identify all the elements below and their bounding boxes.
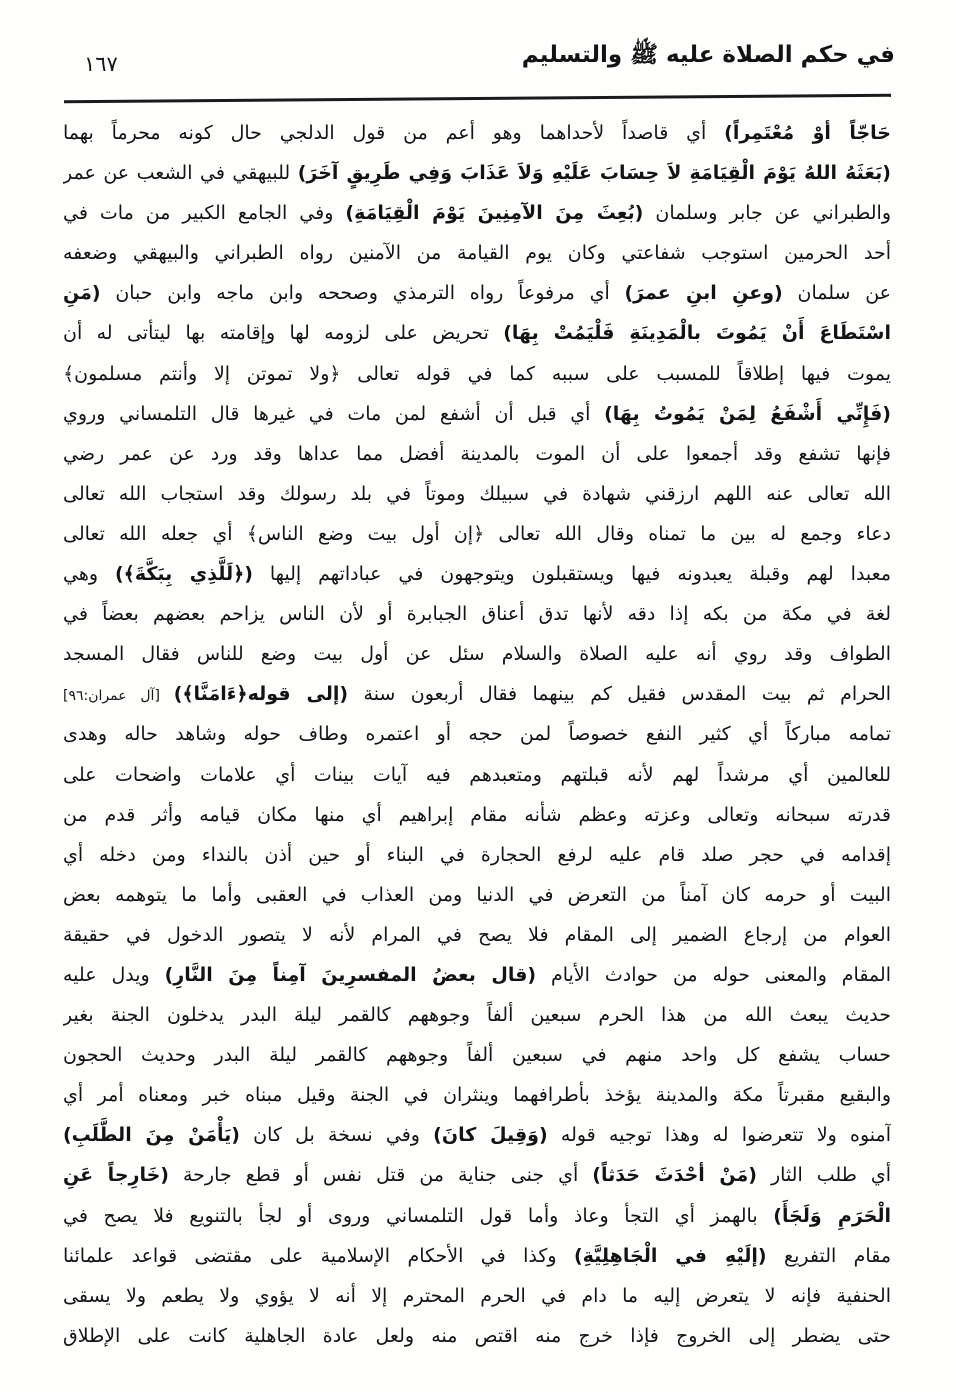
commentary-text: أي مرفوعاً رواه الترمذي وصححه وابن ماجه وابن حبان	[100, 282, 625, 305]
commentary-text: فإنها تشفع وقد أجمعوا على أن الموت بالمدينة أفضل مما عداها وقد ورد عن عمر رضي	[63, 442, 891, 465]
matn-bold-text: (فَإِنِّي أَشْفَعُ لِمَنْ يَمُوتُ بِهَا)	[604, 402, 891, 425]
text-line	[63, 554, 891, 594]
page-number: ١٦٧	[84, 52, 118, 76]
commentary-text: عن سلمان	[782, 282, 891, 305]
matn-bold-text: اسْتَطَاعَ أَنْ يَمُوتَ بالْمَدِينَةِ فَلْيَمُتْ بِهَا)	[503, 322, 891, 345]
commentary-text: مقام التفريع	[766, 1244, 891, 1267]
text-line	[63, 995, 891, 1035]
matn-bold-text: (مَنْ أحْدَثَ حَدَثاً)	[592, 1164, 757, 1187]
commentary-text: للبيهقي في الشعب عن عمر	[63, 162, 298, 185]
text-line	[63, 1035, 891, 1075]
commentary-text: أي قاصداً لأحداهما وهو أعم من قول الدلجي حال كونه محرماً بهما	[63, 122, 725, 144]
matn-bold-text: (يَأْمَنْ مِنَ الطَّلَبِ)	[63, 1124, 240, 1147]
text-line	[63, 394, 891, 434]
matn-bold-text: (إلى قوله﴿ءَامَنَّا﴾)	[173, 683, 349, 706]
text-line	[63, 835, 891, 875]
commentary-text: آمنوه ولا تتعرضوا له وهذا توجيه قوله	[547, 1124, 891, 1147]
commentary-text: حتى يضطر إلى الخروج فإذا خرج منه اقتص منه ولعل عادة الجاهلية كانت على الإطلاق	[63, 1324, 891, 1347]
commentary-text: الطواف وقد روي أنه عليه الصلاة والسلام سئل عن أول بيت وضع للناس فقال المسجد	[63, 643, 891, 666]
commentary-text: الحنفية فإنه لا يتعرض إليه ما دام في الحرم المحترم إلا أنه لا يؤوي ولا يطعم ولا يسقى	[63, 1284, 891, 1307]
text-line	[63, 594, 891, 634]
page-text	[63, 113, 891, 1356]
commentary-text: والبقيع مقبرتاً مكة والمدينة يؤخذ بأطرافهما وينثران في الجنة وقيل مبناه خبر ومعناه أمر أي	[63, 1084, 891, 1107]
matn-bold-text: (قال بعضُ المفسرِينَ آمِناً مِنَ النَّارِ)	[164, 963, 537, 986]
commentary-text: قدرته سبحانه وتعالى وعزته وعظم شأنه مقام إبراهيم أي منها مكان قيامه وأثر قدم من	[63, 803, 891, 826]
text-line	[63, 1196, 891, 1236]
matn-bold-text: (مَنِ	[63, 282, 101, 305]
text-line	[63, 434, 891, 474]
text-line	[63, 474, 891, 514]
commentary-text: إقدامه في حجر صلد قام عليه لرفع الحجارة في البناء أو حين أذن بالنداء ومن دخله أي	[63, 843, 891, 866]
verse-reference: [آل عمران:٩٦]	[63, 688, 174, 705]
text-line	[63, 875, 891, 915]
matn-bold-text: (بَعَثَهُ اللهُ يَوْمَ الْقِيَامَةِ لاَ حِسَابَ عَلَيْهِ وَلاَ عَذَابَ وَفِي طَرِيقٍ آخَرَ)	[297, 162, 891, 185]
text-line	[63, 1155, 891, 1195]
matn-bold-text: الْحَرَمِ وَلَجَأَ)	[773, 1204, 891, 1227]
commentary-text: وهي	[63, 563, 115, 586]
commentary-text: للعالمين أي مرشداً لهم لأنه قبلتهم ومتعبدهم فيه آيات بينات أي علامات واضحات على	[63, 763, 891, 786]
matn-bold-text: حَاجّاً أوْ مُعْتَمِراً)	[724, 122, 891, 144]
text-line	[63, 955, 891, 995]
commentary-text: الحرام ثم بيت المقدس فقيل كم بينهما فقال أربعون سنة	[348, 683, 891, 706]
commentary-text: حساب يشفع كل واحد منهم في سبعين ألفاً وجوههم كالقمر ليلة البدر وحديث الحجون	[63, 1044, 891, 1067]
matn-bold-text: (﴿لَلَّذِي بِبَكَّةَ﴾)	[115, 563, 253, 586]
commentary-text: أي طلب الثار	[756, 1164, 891, 1187]
commentary-text: ويدل عليه	[63, 963, 165, 986]
text-line	[63, 1276, 891, 1316]
text-line	[63, 193, 891, 233]
text-line	[63, 714, 891, 754]
text-line	[63, 795, 891, 835]
commentary-text: العوام من إرجاع الضمير إلى المقام فلا يصح في المرام لأنه لا يتصور الدخول في حقيقة	[63, 923, 891, 946]
commentary-text: أحد الحرمين استوجب شفاعتي وكان يوم القيامة من الآمنين رواه الطبراني والبيهقي وضعفه	[63, 242, 891, 265]
commentary-text: بالهمز أي التجأ وعاذ وأما قول التلمساني وروى أو لجأ بالتنويع فلا يصح في	[63, 1204, 774, 1227]
commentary-text: معبدا لهم وقبلة يعبدونه فيها ويستقبلون ويتوجهون في عباداتهم إليها	[252, 563, 891, 586]
commentary-text: وكذا في الأحكام الإسلامية على مقتضى قواعد علمائنا	[63, 1244, 574, 1267]
commentary-text: والطبراني عن جابر وسلمان	[643, 202, 891, 225]
text-line	[63, 915, 891, 955]
page-header	[58, 38, 895, 86]
commentary-text: أي قبل أن أشفع لمن مات في غيرها قال التلمساني وروي	[63, 402, 605, 425]
text-line	[63, 755, 891, 795]
commentary-text: المقام والمعنى حوله من حوادث الأيام	[536, 963, 891, 986]
text-line	[63, 1236, 891, 1276]
commentary-text: تحريض على لزومه لها وإقامته بها ليتأتى له أن	[63, 322, 504, 345]
commentary-text: دعاء وجمع له بين ما تمناه وقال الله تعالى ﴿إن أول بيت وضع الناس﴾ أي جعله الله تعالى	[63, 522, 891, 545]
chapter-title: في حكم الصلاة عليه ﷺ والتسليم	[521, 42, 895, 68]
text-line	[63, 153, 891, 193]
text-line	[63, 634, 891, 674]
matn-bold-text: (خَارِجاً عَنِ	[63, 1164, 169, 1187]
commentary-text: تمامه مباركاً أي كثير النفع خصوصاً لمن حجه أو اعتمره وطاف حوله وشاهد حاله وهدى	[63, 723, 891, 746]
matn-bold-text: (وَقِيلَ كانَ)	[433, 1124, 548, 1147]
text-line	[63, 514, 891, 554]
commentary-text: وفي الجامع الكبير من مات في	[63, 202, 346, 225]
commentary-text: الله تعالى عنه اللهم ارزقني شهادة في سبيلك وموتاً في بلد رسولك وقد استجاب الله تعالى	[63, 482, 891, 505]
commentary-text: يموت فيها إطلاقاً للمسبب على سببه كما في قوله تعالى ﴿ولا تموتن إلا وأنتم مسلمون﴾	[63, 362, 891, 385]
text-line	[63, 674, 891, 714]
text-line	[63, 113, 891, 153]
text-line	[63, 313, 891, 353]
matn-bold-text: (بُعِثَ مِنَ الآمِنِينَ يَوْمَ الْقِيَامَةِ)	[345, 202, 644, 225]
commentary-text: أي جنى جناية من قتل نفس أو قطع جارحة	[168, 1164, 593, 1187]
matn-bold-text: (وعنِ ابنِ عمرَ)	[624, 282, 783, 305]
commentary-text: وفي نسخة بل كان	[239, 1124, 434, 1147]
commentary-text: لغة في مكة من بكه إذا دقه لأنها تدق أعناق الجبابرة أو لأن الناس يزاحم بعضهم بعضاً في	[63, 603, 891, 626]
commentary-text: البيت أو حرمه كان آمناً من التعرض في الدنيا ومن العذاب في العقبى وأما ما يتوهمه بعض	[63, 883, 891, 906]
text-line	[63, 1316, 891, 1356]
text-line	[63, 1115, 891, 1155]
header-divider	[64, 94, 891, 103]
matn-bold-text: (إلَيْهِ في الْجَاهِلِيَّةِ)	[573, 1244, 767, 1267]
commentary-text: حديث يبعث الله من هذا الحرم سبعين ألفاً وجوههم كالقمر ليلة البدر يدخلون الجنة بغير	[63, 1004, 891, 1027]
text-line	[63, 354, 891, 394]
text-line	[63, 233, 891, 273]
text-line	[63, 1075, 891, 1115]
text-line	[63, 273, 891, 313]
